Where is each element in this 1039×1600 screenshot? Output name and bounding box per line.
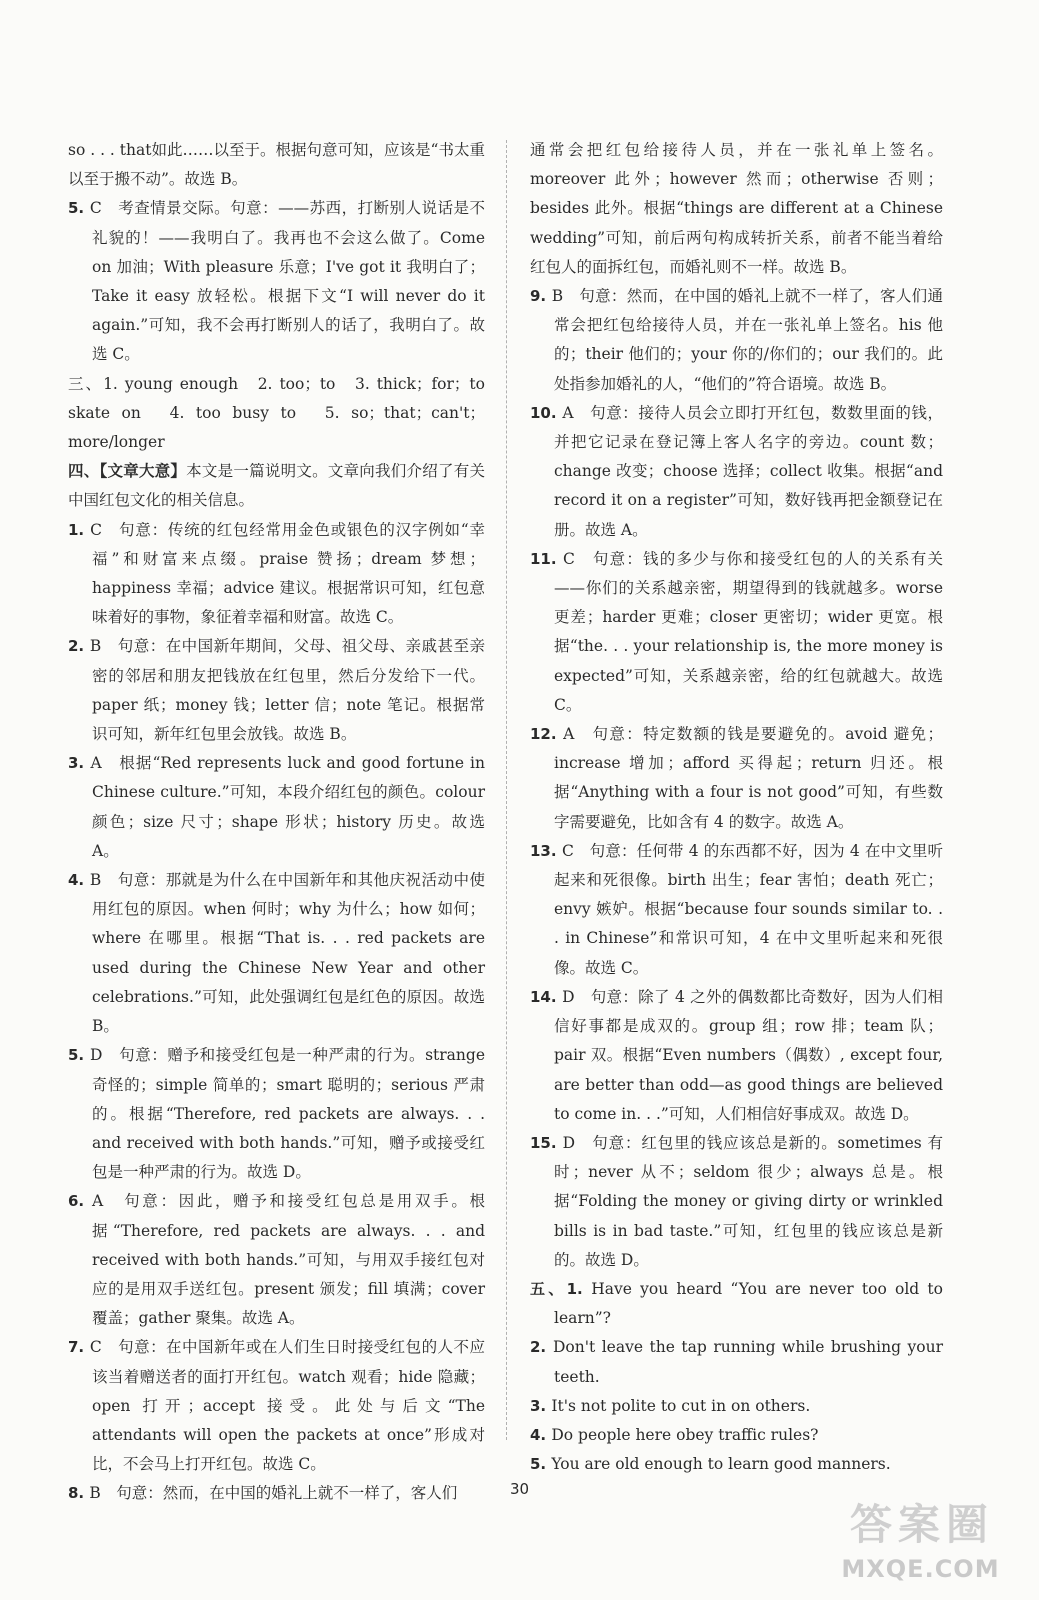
answer-text: C 句意：钱的多少与你和接受红包的人的关系有关——你们的关系越亲密，期望得到的钱就越多。worse 更差；harder 更难；closer 更密切；wider 更宽。根据“the. . . your relationship is, the more money is expected”可知，关系越亲密，给的红包就越大。故选 C。 xyxy=(554,549,943,714)
answer-item xyxy=(68,632,485,749)
answer-item xyxy=(68,1041,485,1187)
answer-item xyxy=(68,457,485,515)
answer-number: 15. xyxy=(530,1133,563,1152)
page-number: 30 xyxy=(509,1480,530,1498)
answer-item xyxy=(530,1421,943,1450)
answer-item xyxy=(530,1450,943,1479)
answer-item xyxy=(68,516,485,633)
answer-text: D 句意：除了 4 之外的偶数都比奇数好，因为人们相信好事都是成双的。group 组；row 排；team 队；pair 双。根据“Even numbers（偶数）, except four, are better than odd—as good things are believed to come in. . .”可知，人们相信好事成双。故选 D。 xyxy=(554,987,943,1123)
answer-number: 8. xyxy=(68,1484,90,1503)
answer-number: 1. xyxy=(68,520,91,539)
left-column xyxy=(68,136,485,1509)
column-divider xyxy=(506,140,507,1440)
answer-text: Don't leave the tap running while brushing your teeth. xyxy=(552,1338,944,1386)
answer-item xyxy=(530,1275,943,1333)
answer-text: so . . . that如此……以至于。根据句意可知，应该是“书太重以至于搬不动”。故选 B。 xyxy=(68,141,485,189)
answer-text: 通常会把红包给接待人员，并在一张礼单上签名。moreover 此外；however 然而；otherwise 否则；besides 此外。根据“things are different at a Chinese wedding”可知，前后两句构成转折关系，前者不能当着给红包人的面拆红包，而婚礼则不一样。故选 B。 xyxy=(530,141,943,276)
answer-number: 14. xyxy=(530,987,563,1006)
answer-text: C 句意：传统的红包经常用金色或银色的汉字例如“幸福”和财富来点缀。praise 赞扬；dream 梦想；happiness 幸福；advice 建议。根据常识可知，红包意味着好的事物，象征着幸福和财富。故选 C。 xyxy=(90,520,485,627)
answer-item xyxy=(530,720,943,837)
answer-item xyxy=(530,1333,943,1391)
answer-number: 3. xyxy=(68,754,91,773)
answer-item xyxy=(530,136,943,282)
answer-number: 7. xyxy=(68,1338,90,1357)
answer-number: 12. xyxy=(530,725,564,744)
answer-text: A 句意：特定数额的钱是要避免的。avoid 避免；increase 增加；afford 买得起；return 归还。根据“Anything with a four is not good”可知，有些数字需要避免，比如含有 4 的数字。故选 A。 xyxy=(554,725,943,831)
answer-number: 5. xyxy=(68,199,90,218)
answer-text: C 句意：在中国新年或在人们生日时接受红包的人不应该当着赠送者的面打开红包。watch 观看；hide 隐藏；open 打开；accept 接受。此处与后文“The attendants will open the packets at once”形成对比，不会马上打开红包。故选 C。 xyxy=(89,1338,485,1474)
answer-number: 4. xyxy=(530,1425,552,1444)
answer-text: Have you heard “You are never too old to learn”? xyxy=(554,1279,943,1328)
answer-text: 三、1. young enough 2. too；to 3. thick；for；to skate on 4. too busy to 5. so；that；can't；more/longer xyxy=(68,374,485,452)
answer-text: C 考查情景交际。句意：——苏西，打断别人说话是不礼貌的！——我明白了。我再也不会这么做了。Come on 加油；With pleasure 乐意；I've got it 我明白了；Take it easy 放轻松。根据下文“I will never do it again.”可知，我不会再打断别人的话了，我明白了。故选 C。 xyxy=(89,199,485,364)
answer-number: 5. xyxy=(530,1455,552,1474)
answer-number: 2. xyxy=(530,1338,553,1357)
answer-text: B 句意：然而，在中国的婚礼上就不一样了，客人们通常会把红包给接待人员，并在一张礼单上签名。his 他的；their 他们的；your 你的/你们的；our 我们的。此处指参加婚礼的人，“他们的”符合语境。故选 B。 xyxy=(551,287,943,393)
answer-text: A 根据“Red represents luck and good fortune in Chinese culture.”可知，本段介绍红包的颜色。colour 颜色；size 尺寸；shape 形状；history 历史。故选 A。 xyxy=(90,754,485,860)
answer-number: 11. xyxy=(530,549,564,568)
answer-number: 13. xyxy=(530,841,562,860)
answer-text: Do people here obey traffic rules? xyxy=(551,1425,819,1444)
answer-item xyxy=(68,136,485,194)
answer-text: You are old enough to learn good manners. xyxy=(551,1455,891,1474)
answer-item xyxy=(68,866,485,1041)
answer-item xyxy=(530,1392,943,1421)
answer-number: 五、1. xyxy=(530,1279,592,1298)
answer-item xyxy=(68,1187,485,1333)
answer-text: D 句意：赠予和接受红包是一种严肃的行为。strange 奇怪的；simple 简单的；smart 聪明的；serious 严肃的。根据“Therefore, red packets are always. . . and received with both hands.”可知，赠予或接受红包是一种严肃的行为。故选 D。 xyxy=(89,1046,486,1182)
answer-number: 6. xyxy=(68,1192,93,1211)
answer-number: 5. xyxy=(68,1046,90,1065)
answer-text: C 句意：任何带 4 的东西都不好，因为 4 在中文里听起来和死很像。birth 出生；fear 害怕；death 死亡；envy 嫉妒。根据“because four sounds similar to. . . in Chinese”和常识可知，4 在中文里听起来和死很像。故选 C。 xyxy=(554,841,943,977)
answer-item xyxy=(530,282,943,399)
watermark-url: MXQE.COM xyxy=(841,1555,1000,1583)
answer-item xyxy=(530,1129,943,1275)
answer-text: B 句意：那就是为什么在中国新年和其他庆祝活动中使用红包的原因。when 何时；why 为什么；how 如何；where 在哪里。根据“That is. . . red packets are used during the Chinese New Year and other celebrations.”可知，此处强调红包是红色的原因。故选 B。 xyxy=(89,871,485,1036)
answer-item xyxy=(68,1333,485,1479)
answer-text: D 句意：红包里的钱应该总是新的。sometimes 有时；never 从不；seldom 很少；always 总是。根据“Folding the money or giving dirty or wrinkled bills is in bad taste.”可知，红包里的钱应该总是新的。故选 D。 xyxy=(554,1133,944,1269)
watermark-title: 答案圈 xyxy=(849,1500,994,1549)
answer-text: 本文是一篇说明文。文章向我们介绍了有关中国红包文化的相关信息。 xyxy=(68,462,485,510)
answer-number: 3. xyxy=(530,1396,552,1415)
answer-text: B 句意：在中国新年期间，父母、祖父母、亲戚甚至亲密的邻居和朋友把钱放在红包里，然后分发给下一代。paper 纸；money 钱；letter 信；note 笔记。根据常识可知，新年红包里会放钱。故选 B。 xyxy=(89,637,485,744)
answer-text: A 句意：接待人员会立即打开红包，数数里面的钱，并把它记录在登记簿上客人名字的旁边。count 数；change 改变；choose 选择；collect 收集。根据“and record it on a register”可知，数好钱再把金额登记在册。故选 A。 xyxy=(554,403,943,539)
answer-text: B 句意：然而，在中国的婚礼上就不一样了，客人们 xyxy=(89,1484,458,1503)
right-column xyxy=(530,136,943,1479)
answer-text: A 句意：因此，赠予和接受红包总是用双手。根据“Therefore, red packets are always. . . and received with both hands.”可知，与用双手接红包对应的是用双手送红包。present 颁发；fill 填满；cover 覆盖；gather 聚集。故选 A。 xyxy=(92,1192,486,1328)
answer-item xyxy=(530,545,943,720)
answer-item xyxy=(68,194,485,369)
answer-number: 2. xyxy=(68,637,90,656)
answer-item xyxy=(530,983,943,1129)
answer-text: It's not polite to cut in on others. xyxy=(551,1396,811,1415)
answer-item xyxy=(530,837,943,983)
answer-item xyxy=(68,370,485,458)
answer-item xyxy=(530,399,943,545)
answer-item xyxy=(68,749,485,866)
answer-number: 4. xyxy=(68,871,90,890)
watermark-logo xyxy=(818,1495,1023,1590)
answer-number: 10. xyxy=(530,403,563,422)
section-label: 四、【文章大意】 xyxy=(68,462,187,481)
answer-number: 9. xyxy=(530,287,552,306)
